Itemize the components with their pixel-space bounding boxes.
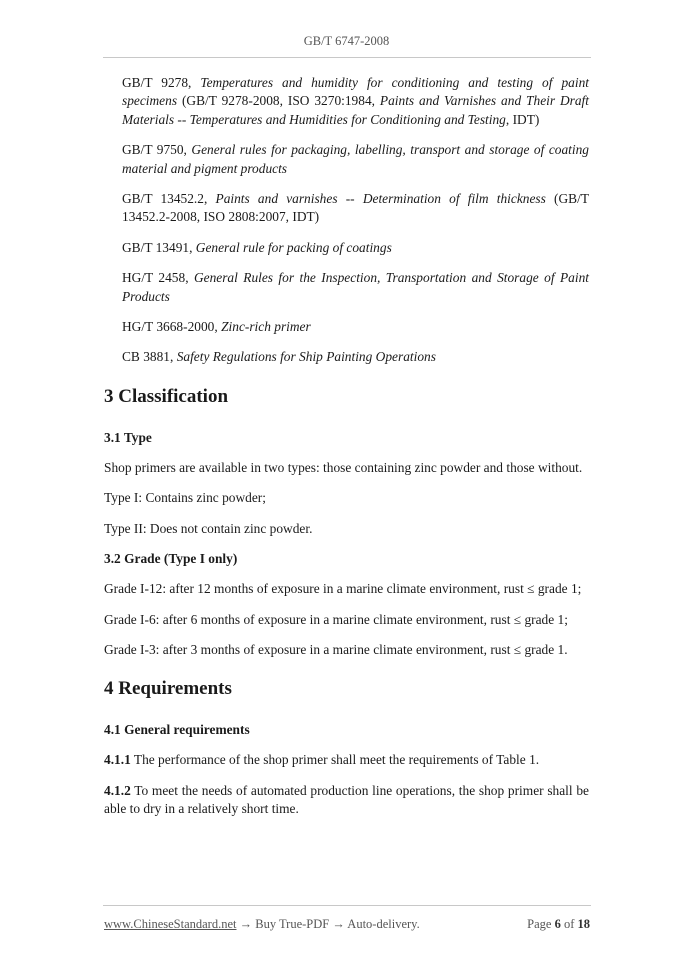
reference-detail: (GB/T 13452.2-2008, ISO 2808:2007, IDT): [122, 191, 589, 225]
clause-number: 4.1.2: [104, 782, 131, 798]
reference-code: HG/T 3668-2000,: [122, 319, 222, 335]
type-1-paragraph: Type I: Contains zinc powder;: [104, 490, 266, 506]
header-rule: [103, 57, 591, 58]
clause-4-1-1: [104, 751, 589, 769]
reference-title: Temperatures and humidity for conditioning and testing of paint specimens: [122, 75, 589, 109]
grade-i-3-paragraph: Grade I-3: after 3 months of exposure in a marine climate environment, rust ≤ grade 1.: [104, 641, 568, 657]
site-link[interactable]: www.ChineseStandard.net: [104, 917, 237, 931]
footer-rule: [103, 905, 591, 906]
page-content: [104, 74, 589, 819]
reference-item: [122, 269, 589, 306]
reference-item: [122, 318, 589, 336]
reference-title: Paints and Varnishes and Their Draft Materials -- Temperatures and Humidities for Conditioning and Testing: [122, 93, 589, 127]
clause-text: The performance of the shop primer shall meet the requirements of Table 1.: [130, 752, 540, 768]
reference-code: GB/T 9750,: [122, 142, 192, 158]
grade-i-12-paragraph: Grade I-12: after 12 months of exposure in a marine climate environment, rust ≤ grade 1;: [104, 581, 582, 597]
reference-title: General rules for packaging, labelling, transport and storage of coating material and pigment products: [122, 142, 589, 176]
reference-title: Safety Regulations for Ship Painting Operations: [176, 349, 436, 365]
running-header: GB/T 6747-2008: [303, 34, 390, 48]
reference-code: GB/T 13452.2,: [122, 191, 216, 207]
reference-item: [122, 190, 589, 227]
total-pages: 18: [577, 917, 590, 931]
reference-code: CB 3881,: [122, 349, 177, 365]
of-label: of: [560, 917, 578, 931]
page-number: [527, 917, 590, 932]
reference-item: [122, 141, 589, 178]
footer-promo: [104, 917, 420, 932]
grade-i-6-paragraph: Grade I-6: after 6 months of exposure in a marine climate environment, rust ≤ grade 1;: [104, 611, 568, 627]
reference-item: [122, 239, 589, 257]
clause-4-1-2: [104, 782, 589, 819]
current-page: 6: [554, 917, 561, 931]
normative-references-list: [104, 74, 589, 367]
reference-title: Paints and varnishes -- Determination of film thickness: [215, 191, 546, 207]
reference-title: General Rules for the Inspection, Transportation and Storage of Paint Products: [122, 270, 589, 304]
section-3-1-heading: 3.1 Type: [104, 429, 152, 445]
reference-item: [122, 74, 589, 129]
section-4-heading: 4 Requirements: [104, 678, 232, 700]
reference-code: GB/T 13491,: [122, 239, 196, 255]
clause-text: To meet the needs of automated production line operations, the shop primer shall be able to dry in a relatively short time.: [104, 782, 589, 817]
section-3-2-heading: 3.2 Grade (Type I only): [104, 551, 238, 567]
section-4-1-heading: 4.1 General requirements: [104, 722, 250, 738]
reference-code: HG/T 2458,: [122, 270, 194, 286]
page-label: Page: [527, 917, 555, 931]
reference-code: GB/T 9278,: [122, 75, 201, 90]
clause-number: 4.1.1: [104, 752, 131, 768]
type-intro-paragraph: Shop primers are available in two types: those containing zinc powder and those without.: [104, 459, 583, 475]
section-3-heading: 3 Classification: [104, 385, 229, 407]
reference-title: General rule for packing of coatings: [195, 239, 392, 255]
reference-detail: (GB/T 9278-2008, ISO 3270:1984,: [177, 93, 380, 109]
reference-title: Zinc-rich primer: [221, 319, 311, 335]
reference-detail: , IDT): [505, 111, 540, 127]
reference-item: [122, 348, 589, 366]
footer-promo-text: → Buy True-PDF → Auto-delivery.: [236, 917, 420, 931]
type-2-paragraph: Type II: Does not contain zinc powder.: [104, 520, 313, 536]
